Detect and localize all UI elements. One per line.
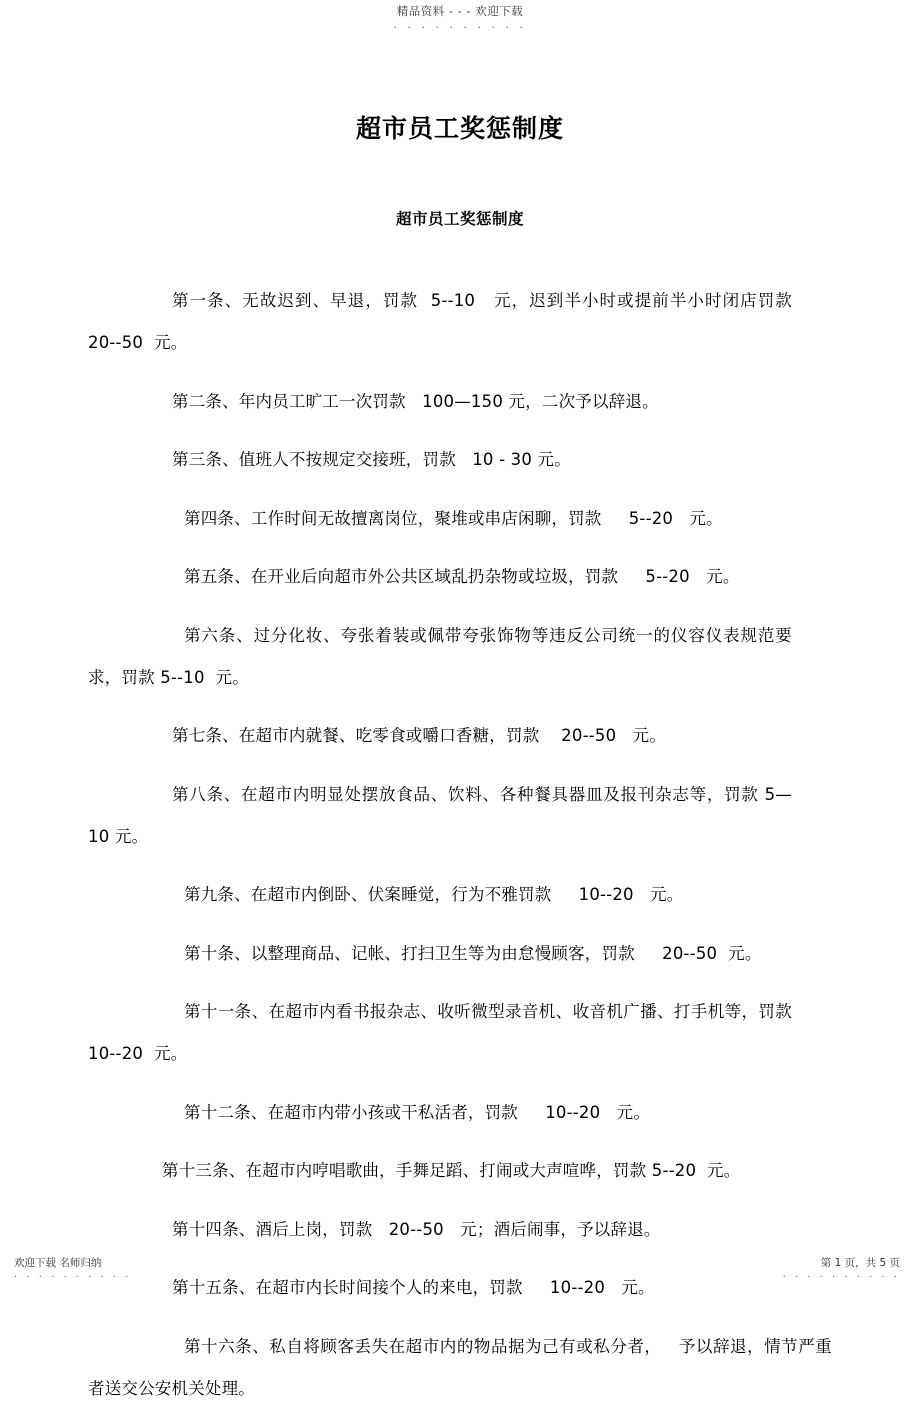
article-item: 第三条、值班人不按规定交接班，罚款 10 - 30 元。 [172,450,571,469]
article-item: 第十条、以整理商品、记帐、打扫卫生等为由怠慢顾客，罚款 20--50 元。 [184,943,762,963]
header-watermark-text: 精品资料 - - - 欢迎下载 [396,4,524,18]
article-item: 第八条、在超市内明显处摆放食品、饮料、各种餐具器皿及报刊杂志等，罚款 5—10 元。 [88,784,792,846]
document-subtitle: 超市员工奖惩制度 [395,210,524,228]
article-item: 第六条、过分化妆、夸张着装或佩带夸张饰物等违反公司统一的仪容仪表规范要求，罚款 5--10 元。 [88,625,792,687]
article-item: 第五条、在开业后向超市外公共区域乱扔杂物或垃圾，罚款 5--20 元。 [184,567,740,586]
article-item: 第四条、工作时间无故擅离岗位，聚堆或串店闲聊，罚款 5--20 元。 [184,508,723,528]
footer-right-dotted-rule: . . . . . . . . . . [782,1269,900,1280]
page-footer [0,1257,920,1291]
article-list [0,280,920,1410]
header-dotted-rule: . . . . . . . . . . [393,18,527,31]
article-item: 第十四条、酒后上岗，罚款 20--50 元；酒后闹事，予以辞退。 [172,1219,661,1239]
footer-left-dotted-rule: . . . . . . . . . . [14,1269,132,1280]
page-number-label: 第 1 页，共 5 页 [820,1257,900,1269]
article-item: 第一条、无故迟到、早退，罚款 5--10 元，迟到半小时或提前半小时闭店罚款 20--50 元。 [88,291,798,352]
article-item: 第十五条、在超市内长时间接个人的来电，罚款 10--20 元。 [172,1278,655,1297]
article-item: 第九条、在超市内倒卧、伏案睡觉，行为不雅罚款 10--20 元。 [184,885,684,904]
article-item: 第二条、年内员工旷工一次罚款 100—150 元，二次予以辞退。 [172,391,659,411]
document-title: 超市员工奖惩制度 [355,114,564,143]
footer-right-block [783,1257,900,1280]
article-item: 第十一条、在超市内看书报杂志、收听微型录音机、收音机广播、打手机等，罚款 10--20 元。 [88,1002,798,1063]
article-item: 第十二条、在超市内带小孩或干私活者，罚款 10--20 元。 [184,1102,651,1122]
footer-left-block [14,1257,131,1280]
article-item: 第十三条、在超市内哼唱歌曲，手舞足蹈、打闹或大声喧哗，罚款 5--20 元。 [162,1161,741,1180]
article-item: 第十六条、私自将顾客丢失在超市内的物品据为己有或私分者， 予以辞退，情节严重者送交公安机关处理。 [88,1336,832,1398]
article-item: 第七条、在超市内就餐、吃零食或嚼口香糖，罚款 20--50 元。 [172,726,667,745]
footer-watermark-text: 欢迎下载 名师归纳 [14,1257,102,1269]
